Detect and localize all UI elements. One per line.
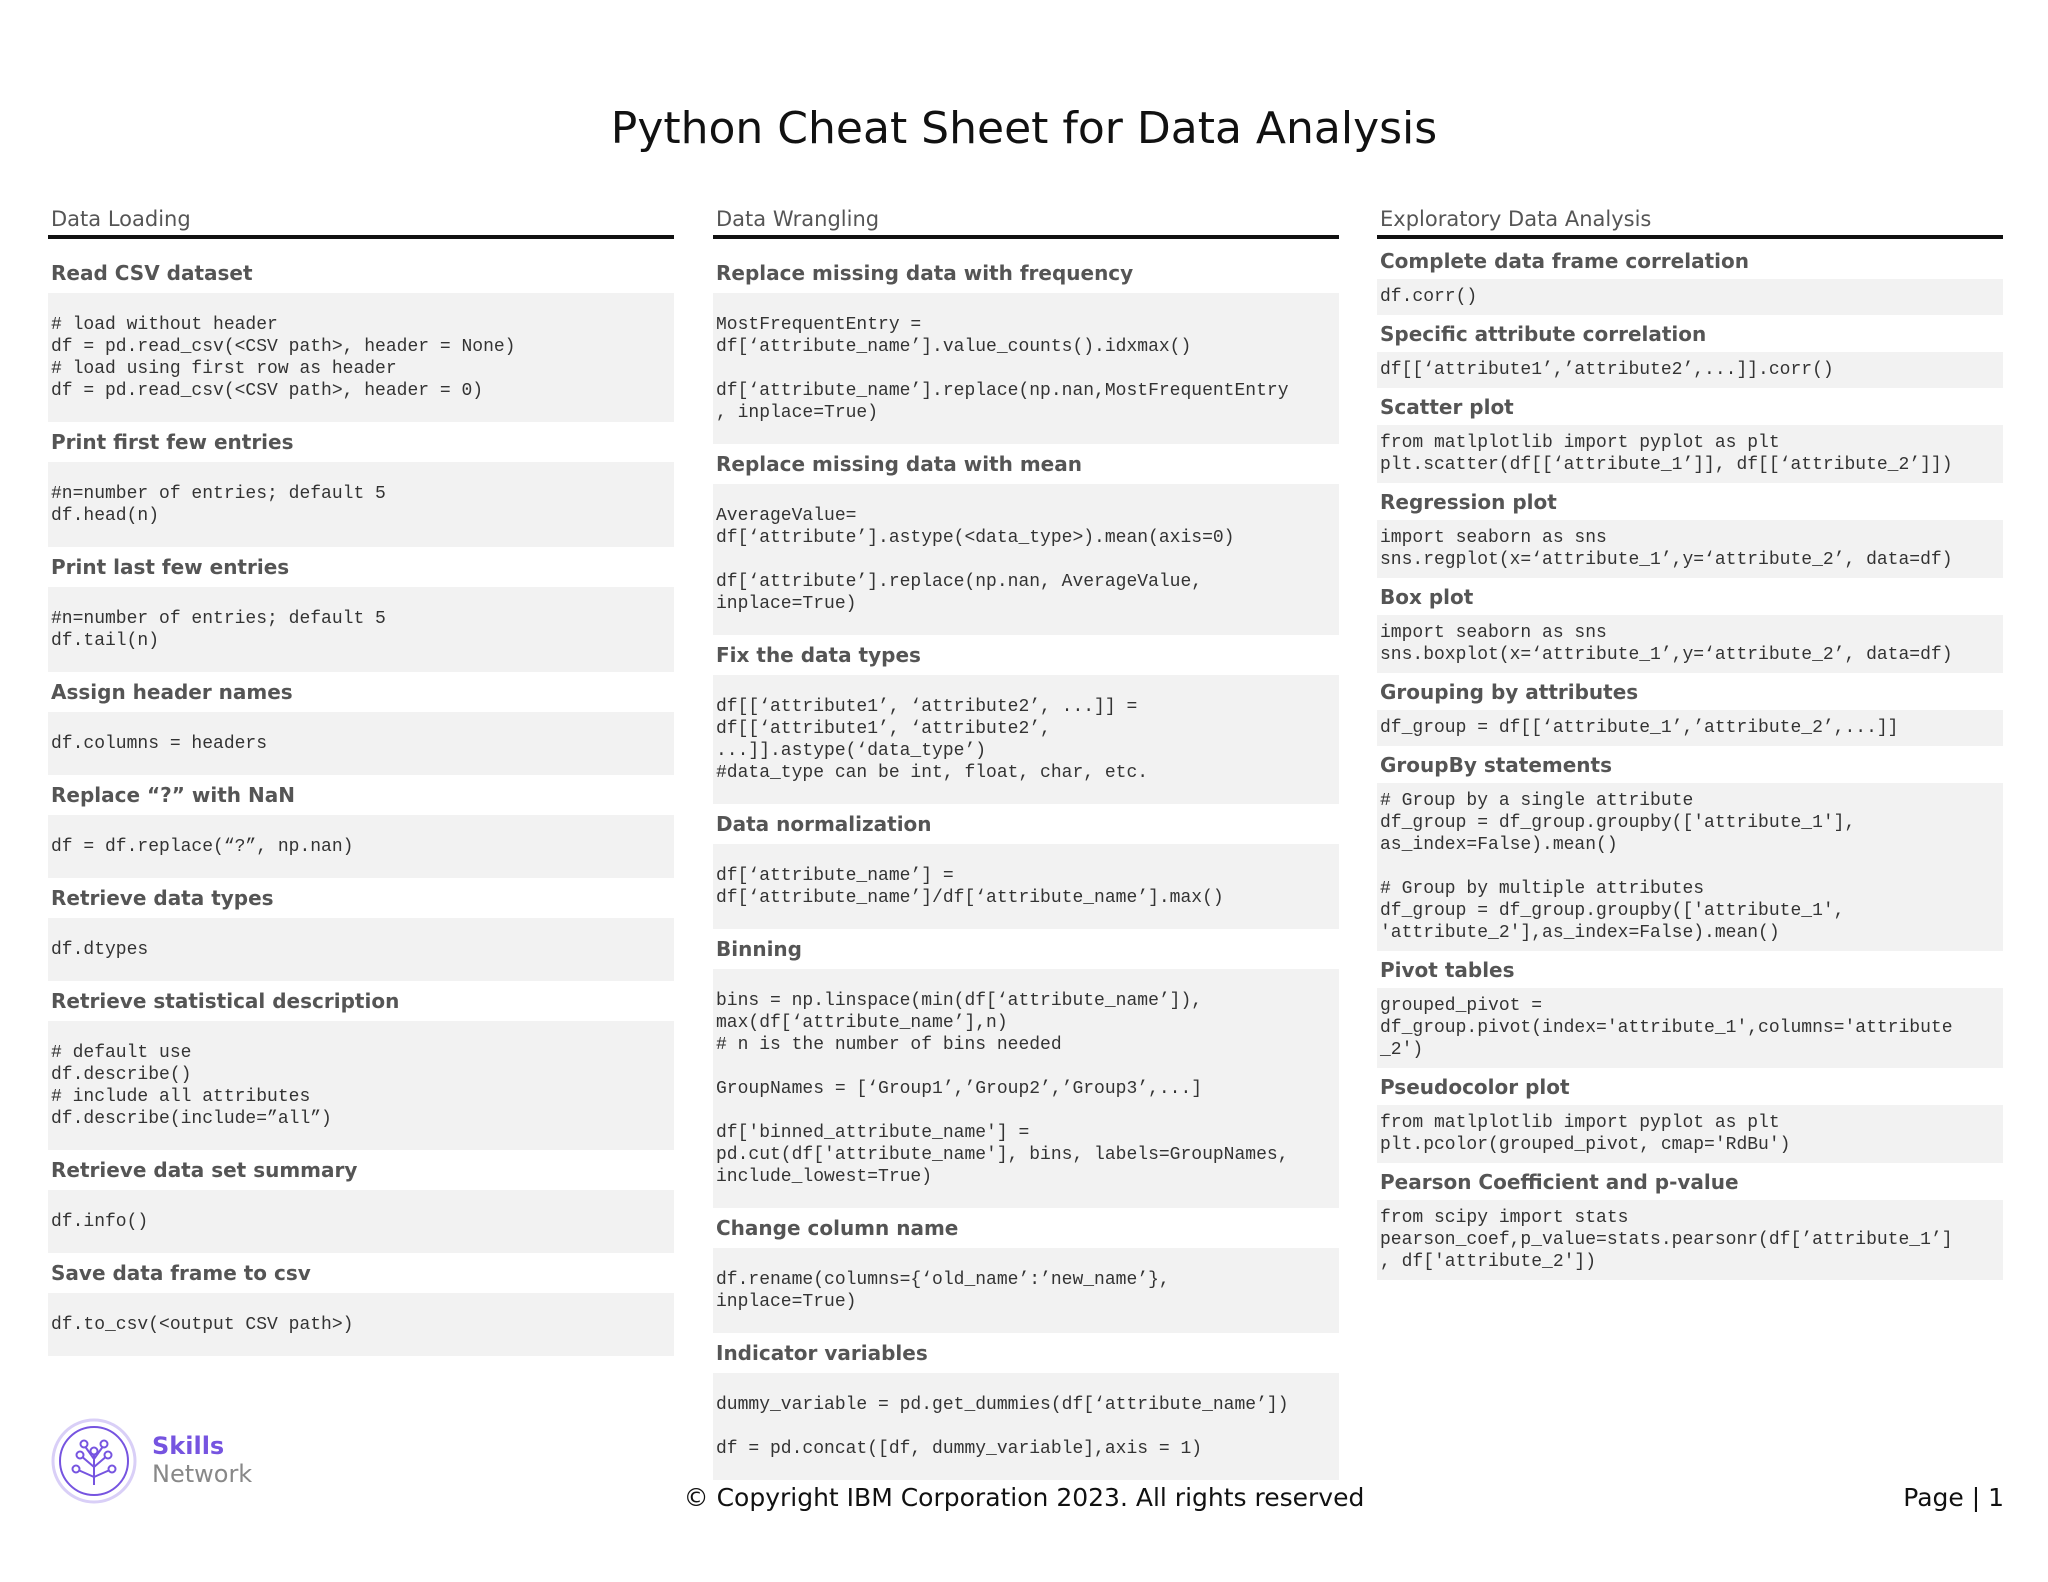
code-block: df_group = df[[‘attribute_1’,’attribute_2’,...]]: [1377, 710, 2003, 746]
section-title: Save data frame to csv: [51, 1261, 311, 1285]
code-block: df[[‘attribute1’,’attribute2’,...]].corr(): [1377, 352, 2003, 388]
code-block: MostFrequentEntry = df[‘attribute_name’].value_counts().idxmax() df[‘attribute_name’].replace(np.nan,MostFrequentEntry , inplace=True): [713, 293, 1339, 444]
section-title: Indicator variables: [716, 1341, 928, 1365]
code-block: grouped_pivot = df_group.pivot(index='attribute_1',columns='attribute _2'): [1377, 988, 2003, 1068]
section-title: Print last few entries: [51, 555, 290, 579]
code-block: df = df.replace(“?”, np.nan): [48, 815, 674, 878]
column-heading: Exploratory Data Analysis: [1380, 207, 1652, 231]
section-title: Pivot tables: [1380, 958, 1515, 982]
code-block: df.info(): [48, 1190, 674, 1253]
section-title: Grouping by attributes: [1380, 680, 1639, 704]
column-divider: [48, 235, 674, 239]
section-title: Complete data frame correlation: [1380, 249, 1749, 273]
logo-wordmark: [152, 1432, 252, 1488]
section-title: Retrieve data set summary: [51, 1158, 358, 1182]
page-number: Page | 1: [1903, 1483, 2004, 1512]
section-title: Data normalization: [716, 812, 932, 836]
section-title: Print first few entries: [51, 430, 294, 454]
section-title: Scatter plot: [1380, 395, 1514, 419]
code-block: # load without header df = pd.read_csv(<CSV path>, header = None) # load using first row as header df = pd.read_csv(<CSV path>, header = 0): [48, 293, 674, 422]
column-exploratory-data-analysis: [1377, 205, 2003, 1285]
section-title: GroupBy statements: [1380, 753, 1613, 777]
code-block: import seaborn as sns sns.regplot(x=‘attribute_1’,y=‘attribute_2’, data=df): [1377, 520, 2003, 578]
section-title: Binning: [716, 937, 802, 961]
code-block: df.rename(columns={‘old_name’:’new_name’}, inplace=True): [713, 1248, 1339, 1333]
page-title: Python Cheat Sheet for Data Analysis: [610, 103, 1438, 154]
column-data-wrangling: [713, 205, 1339, 1486]
section-title: Specific attribute correlation: [1380, 322, 1707, 346]
code-block: df[‘attribute_name’] = df[‘attribute_name’]/df[‘attribute_name’].max(): [713, 844, 1339, 929]
section-title: Assign header names: [51, 680, 293, 704]
code-block: # Group by a single attribute df_group = df_group.groupby(['attribute_1'], as_index=False).mean() # Group by multiple attributes df_group = df_group.groupby(['attribute_1', 'attribute_2'],as_index=False).mean(): [1377, 783, 2003, 951]
column-divider: [713, 235, 1339, 239]
code-block: import seaborn as sns sns.boxplot(x=‘attribute_1’,y=‘attribute_2’, data=df): [1377, 615, 2003, 673]
code-block: df.dtypes: [48, 918, 674, 981]
logo-line-2: Network: [152, 1460, 253, 1488]
section-title: Pseudocolor plot: [1380, 1075, 1570, 1099]
logo-line-1: Skills: [152, 1432, 225, 1460]
section-title: Read CSV dataset: [51, 261, 253, 285]
section-title: Replace missing data with mean: [716, 452, 1082, 476]
code-block: bins = np.linspace(min(df[‘attribute_name’]), max(df[‘attribute_name’],n) # n is the number of bins needed GroupNames = [‘Group1’,’Group2’,’Group3’,...] df['binned_attribute_name'] = pd.cut(df['attribute_name'], bins, labels=GroupNames, include_lowest=True): [713, 969, 1339, 1208]
code-block: from scipy import stats pearson_coef,p_value=stats.pearsonr(df[’attribute_1’] , df['attribute_2']): [1377, 1200, 2003, 1280]
code-block: df[[‘attribute1’, ‘attribute2’, ...]] = df[[‘attribute1’, ‘attribute2’, ...]].astype(‘data_type’) #data_type can be int, float, char, etc.: [713, 675, 1339, 804]
column-heading: Data Loading: [51, 207, 191, 231]
section-title: Replace “?” with NaN: [51, 783, 295, 807]
section-title: Change column name: [716, 1216, 959, 1240]
section-title: Retrieve statistical description: [51, 989, 400, 1013]
code-block: # default use df.describe() # include all attributes df.describe(include=”all”): [48, 1021, 674, 1150]
section-title: Pearson Coefficient and p-value: [1380, 1170, 1739, 1194]
code-block: #n=number of entries; default 5 df.head(n): [48, 462, 674, 547]
column-heading: Data Wrangling: [716, 207, 880, 231]
section-title: Regression plot: [1380, 490, 1557, 514]
code-block: from matlplotlib import pyplot as plt plt.scatter(df[[‘attribute_1’]], df[[‘attribute_2’]]): [1377, 425, 2003, 483]
code-block: df.columns = headers: [48, 712, 674, 775]
section-title: Retrieve data types: [51, 886, 274, 910]
code-block: #n=number of entries; default 5 df.tail(n): [48, 587, 674, 672]
column-data-loading: [48, 205, 674, 1362]
code-block: from matlplotlib import pyplot as plt plt.pcolor(grouped_pivot, cmap='RdBu'): [1377, 1105, 2003, 1163]
code-block: df.to_csv(<output CSV path>): [48, 1293, 674, 1356]
section-title: Box plot: [1380, 585, 1474, 609]
section-title: Replace missing data with frequency: [716, 261, 1134, 285]
code-block: dummy_variable = pd.get_dummies(df[‘attribute_name’]) df = pd.concat([df, dummy_variable],axis = 1): [713, 1373, 1339, 1480]
code-block: AverageValue= df[‘attribute’].astype(<data_type>).mean(axis=0) df[‘attribute’].replace(np.nan, AverageValue, inplace=True): [713, 484, 1339, 635]
copyright-notice: © Copyright IBM Corporation 2023. All rights reserved: [683, 1483, 1365, 1512]
column-divider: [1377, 235, 2003, 239]
section-title: Fix the data types: [716, 643, 921, 667]
code-block: df.corr(): [1377, 279, 2003, 315]
